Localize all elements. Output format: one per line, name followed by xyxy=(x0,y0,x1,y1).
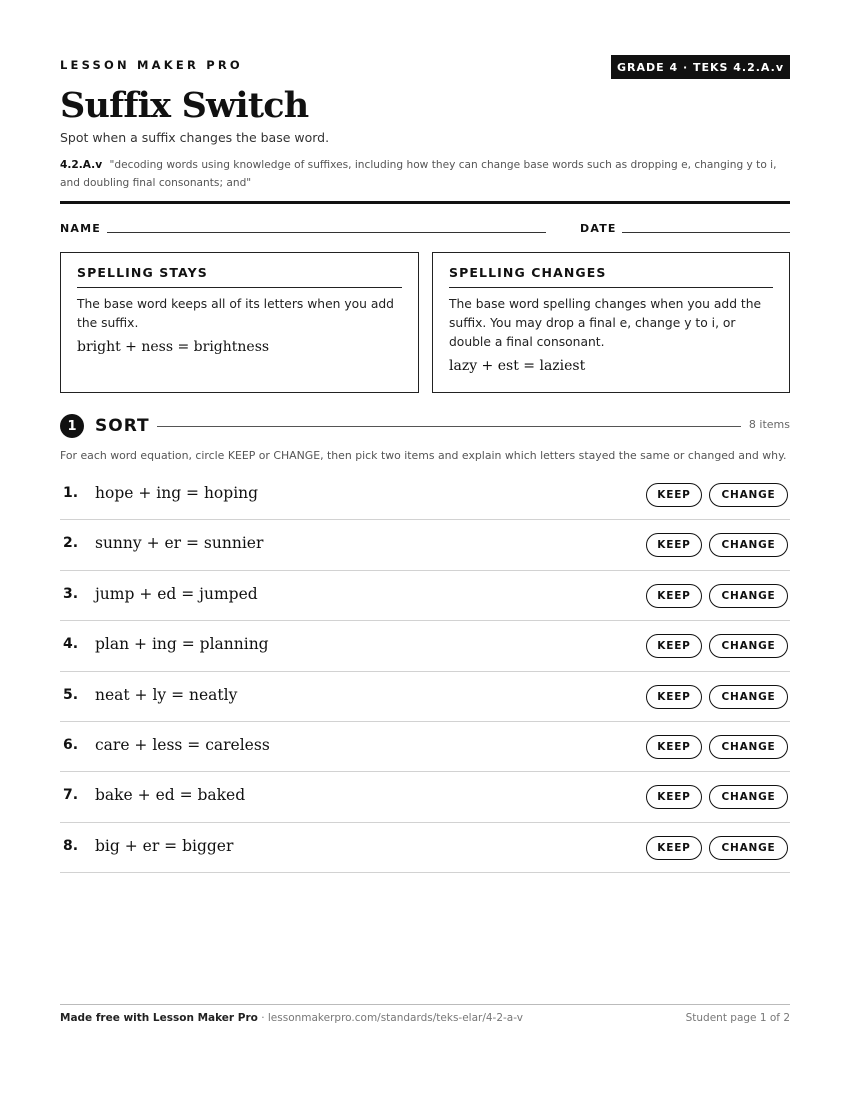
change-option[interactable]: CHANGE xyxy=(709,483,788,507)
keep-option[interactable]: KEEP xyxy=(646,836,702,860)
header-divider xyxy=(60,201,790,204)
keep-option[interactable]: KEEP xyxy=(646,483,702,507)
word-equation: sunny + er = sunnier xyxy=(95,534,264,553)
keep-option[interactable]: KEEP xyxy=(646,584,702,608)
change-option[interactable]: CHANGE xyxy=(709,533,788,557)
brand-name: LESSON MAKER PRO xyxy=(60,58,243,72)
footer-made-with: Made free with Lesson Maker Pro xyxy=(60,1012,258,1024)
word-equation: jump + ed = jumped xyxy=(95,584,258,603)
standard-description xyxy=(60,156,790,192)
item-list xyxy=(60,470,790,873)
item-number: 3. xyxy=(63,585,79,602)
date-label: DATE xyxy=(580,222,617,235)
word-equation: care + less = careless xyxy=(95,735,270,754)
list-item xyxy=(60,823,790,873)
item-number: 5. xyxy=(63,686,79,703)
page-indicator: Student page 1 of 2 xyxy=(685,1012,790,1024)
rule-heading: SPELLING CHANGES xyxy=(449,265,773,288)
section-divider xyxy=(157,426,741,427)
rule-heading: SPELLING STAYS xyxy=(77,265,402,288)
list-item xyxy=(60,672,790,722)
footer-url[interactable]: lessonmakerpro.com/standards/teks-elar/4-2-a-v xyxy=(267,1012,523,1024)
item-number: 4. xyxy=(63,636,79,653)
date-field[interactable] xyxy=(622,232,790,233)
rule-box-spelling-changes xyxy=(432,252,790,393)
list-item xyxy=(60,470,790,520)
change-option[interactable]: CHANGE xyxy=(709,785,788,809)
list-item xyxy=(60,621,790,671)
item-number: 7. xyxy=(63,787,79,804)
item-number: 8. xyxy=(63,837,79,854)
change-option[interactable]: CHANGE xyxy=(709,634,788,658)
section-instructions: For each word equation, circle KEEP or CHANGE, then pick two items and explain which letters stayed the same or changed and why. xyxy=(60,449,787,462)
change-option[interactable]: CHANGE xyxy=(709,584,788,608)
list-item xyxy=(60,772,790,822)
rule-body: The base word keeps all of its letters when you add the suffix. xyxy=(77,297,394,330)
change-option[interactable]: CHANGE xyxy=(709,836,788,860)
keep-option[interactable]: KEEP xyxy=(646,634,702,658)
rule-example: lazy + est = laziest xyxy=(449,358,586,374)
keep-option[interactable]: KEEP xyxy=(646,785,702,809)
word-equation: bake + ed = baked xyxy=(95,786,246,805)
rule-box-spelling-stays xyxy=(60,252,419,393)
standard-text: "decoding words using knowledge of suffixes, including how they can change base words such as dropping e, changing y to i, and doubling final consonants; and" xyxy=(60,159,777,189)
change-option[interactable]: CHANGE xyxy=(709,685,788,709)
footer-separator: · xyxy=(257,1012,268,1024)
section-title: SORT xyxy=(95,416,150,436)
item-number: 2. xyxy=(63,535,79,552)
keep-option[interactable]: KEEP xyxy=(646,735,702,759)
list-item xyxy=(60,520,790,570)
worksheet-subtitle: Spot when a suffix changes the base word. xyxy=(60,130,330,145)
worksheet-title: Suffix Switch xyxy=(60,85,309,126)
section-number-badge: 1 xyxy=(60,414,84,438)
word-equation: plan + ing = planning xyxy=(95,635,269,654)
word-equation: big + er = bigger xyxy=(95,836,234,855)
item-number: 6. xyxy=(63,736,79,753)
list-item xyxy=(60,571,790,621)
word-equation: hope + ing = hoping xyxy=(95,484,259,502)
grade-badge: GRADE 4 · TEKS 4.2.A.v xyxy=(611,55,790,79)
standard-code: 4.2.A.v xyxy=(60,159,103,171)
item-count: 8 items xyxy=(748,418,790,431)
worksheet-page xyxy=(60,0,790,1100)
name-label: NAME xyxy=(60,222,101,235)
footer-credit xyxy=(60,1012,523,1024)
footer-divider xyxy=(60,1004,790,1005)
rule-example: bright + ness = brightness xyxy=(77,339,270,355)
rule-body: The base word spelling changes when you add the suffix. You may drop a final e, change y to i, or double a final consonant. xyxy=(449,297,762,349)
keep-option[interactable]: KEEP xyxy=(646,533,702,557)
change-option[interactable]: CHANGE xyxy=(709,735,788,759)
keep-option[interactable]: KEEP xyxy=(646,685,702,709)
list-item xyxy=(60,722,790,772)
name-field[interactable] xyxy=(107,232,546,233)
item-number: 1. xyxy=(63,485,79,501)
word-equation: neat + ly = neatly xyxy=(95,685,238,704)
